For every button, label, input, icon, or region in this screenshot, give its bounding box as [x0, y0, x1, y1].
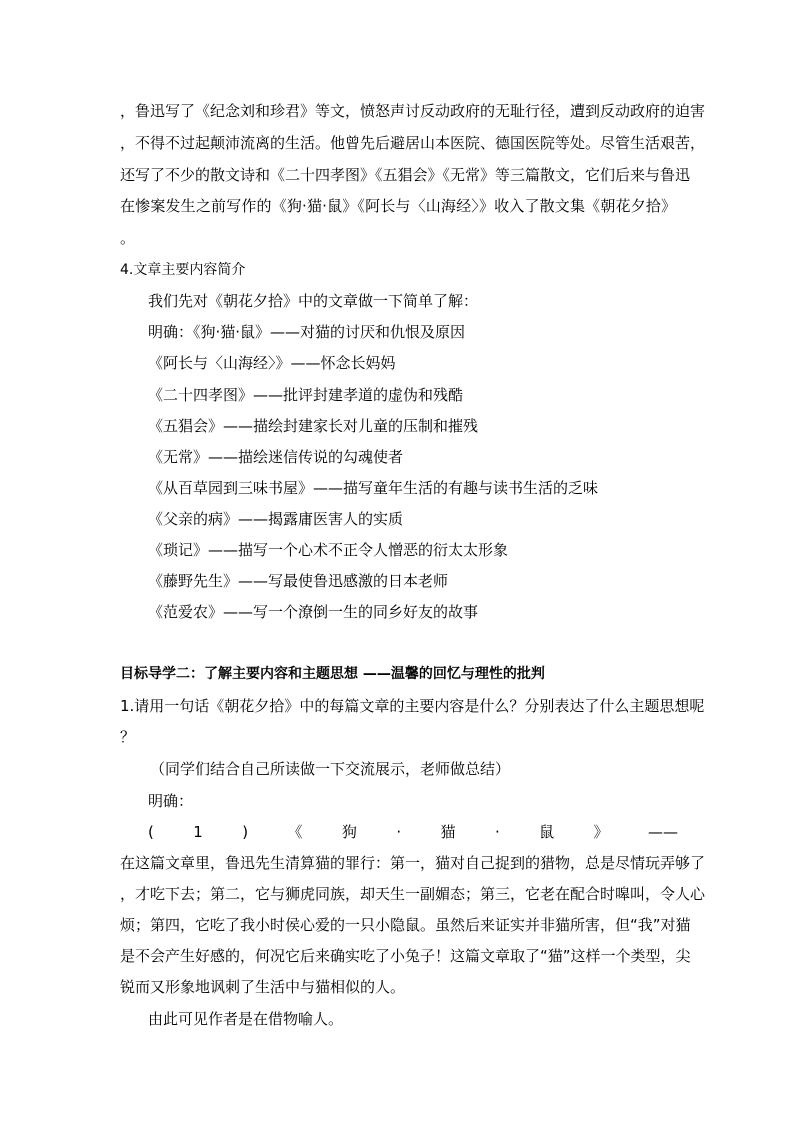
- spread-part: 1: [193, 823, 203, 841]
- spread-part: ·: [494, 823, 500, 841]
- work-summary-item: 明确：《狗·猫·鼠》——对猫的讨厌和仇恨及原因: [148, 323, 466, 341]
- answer-label: 明确：: [148, 792, 194, 810]
- spread-part: 鼠: [539, 823, 555, 841]
- intro-line-3: 还写了不少的散文诗和《二十四孝图》《五猖会》《无常》等三篇散文，它们后来与鲁迅: [120, 166, 691, 184]
- section-4-heading: 4.文章主要内容简介: [120, 262, 246, 278]
- spread-part: 狗: [341, 823, 357, 841]
- question-1-line-1: 1.请用一句话《朝花夕拾》中的每篇文章的主要内容是什么？分别表达了什么主题思想呢: [120, 697, 705, 715]
- work-summary-item: 《琐记》——描写一个心术不正令人憎恶的衍太太形象: [148, 541, 509, 559]
- question-1-line-2: ？: [120, 728, 136, 746]
- analysis-paragraph-line: 锐而又形象地讽刺了生活中与猫相似的人。: [120, 978, 406, 996]
- work-summary-item: 《从百草园到三味书屋》——描写童年生活的有趣与读书生活的乏味: [148, 479, 599, 497]
- spread-part: 》: [593, 823, 609, 841]
- intro-line-4: 在惨案发生之前写作的《狗·猫·鼠》《阿长与〈山海经〉》收入了散文集《朝花夕拾》: [120, 197, 676, 215]
- spread-part: (: [148, 823, 154, 841]
- analysis-paragraph-line: ，才吃下去；第二，它与狮虎同族，却天生一副媚态；第三，它老在配合时嗥叫，令人心: [120, 885, 706, 903]
- essay-title-line: [148, 822, 678, 842]
- work-summary-item: 《父亲的病》——揭露庸医害人的实质: [148, 510, 404, 528]
- intro-line-1: ，鲁迅写了《纪念刘和珍君》等文，愤怒声讨反动政府的无耻行径，遭到反动政府的迫害: [120, 102, 706, 120]
- intro-line-2: ，不得不过起颠沛流离的生活。他曾先后避居山本医院、德国医院等处。尽管生活艰苦，: [120, 134, 706, 152]
- work-summary-item: 《二十四孝图》——批评封建孝道的虚伪和残酷: [148, 386, 464, 404]
- analysis-paragraph-line: 是不会产生好感的，何况它后来确实吃了小兔子！这篇文章取了“猫”这样一个类型，尖: [120, 947, 691, 965]
- section-4-lead: 我们先对《朝花夕拾》中的文章做一下简单了解：: [148, 292, 479, 310]
- goal-2-heading: 目标导学二：了解主要内容和主题思想 ——温馨的回忆与理性的批判: [120, 666, 545, 682]
- spread-part: 《: [287, 823, 303, 841]
- teacher-note: （同学们结合自己所读做一下交流展示，老师做总结）: [150, 760, 511, 778]
- work-summary-item: 《藤野先生》——写最使鲁迅感激的日本老师: [148, 572, 449, 590]
- work-summary-item: 《阿长与〈山海经〉》——怀念长妈妈: [148, 354, 396, 372]
- spread-part: 猫: [440, 823, 456, 841]
- analysis-paragraph-line: 在这篇文章里，鲁迅先生清算猫的罪行：第一，猫对自己捉到的猎物，总是尽情玩弄够了: [120, 854, 706, 872]
- work-summary-item: 《范爱农》——写一个潦倒一生的同乡好友的故事: [148, 603, 479, 621]
- conclusion: 由此可见作者是在借物喻人。: [148, 1010, 344, 1028]
- intro-line-5: 。: [120, 229, 136, 247]
- spread-part: ·: [396, 823, 402, 841]
- analysis-paragraph-line: 烦；第四，它吃了我小时侯心爱的一只小隐鼠。虽然后来证实并非猫所害，但“我”对猫: [120, 916, 691, 934]
- work-summary-item: 《五猖会》——描绘封建家长对儿童的压制和摧残: [148, 417, 479, 435]
- spread-part: ): [242, 823, 249, 841]
- spread-part: ——: [647, 823, 678, 841]
- work-summary-item: 《无常》——描绘迷信传说的勾魂使者: [148, 448, 404, 466]
